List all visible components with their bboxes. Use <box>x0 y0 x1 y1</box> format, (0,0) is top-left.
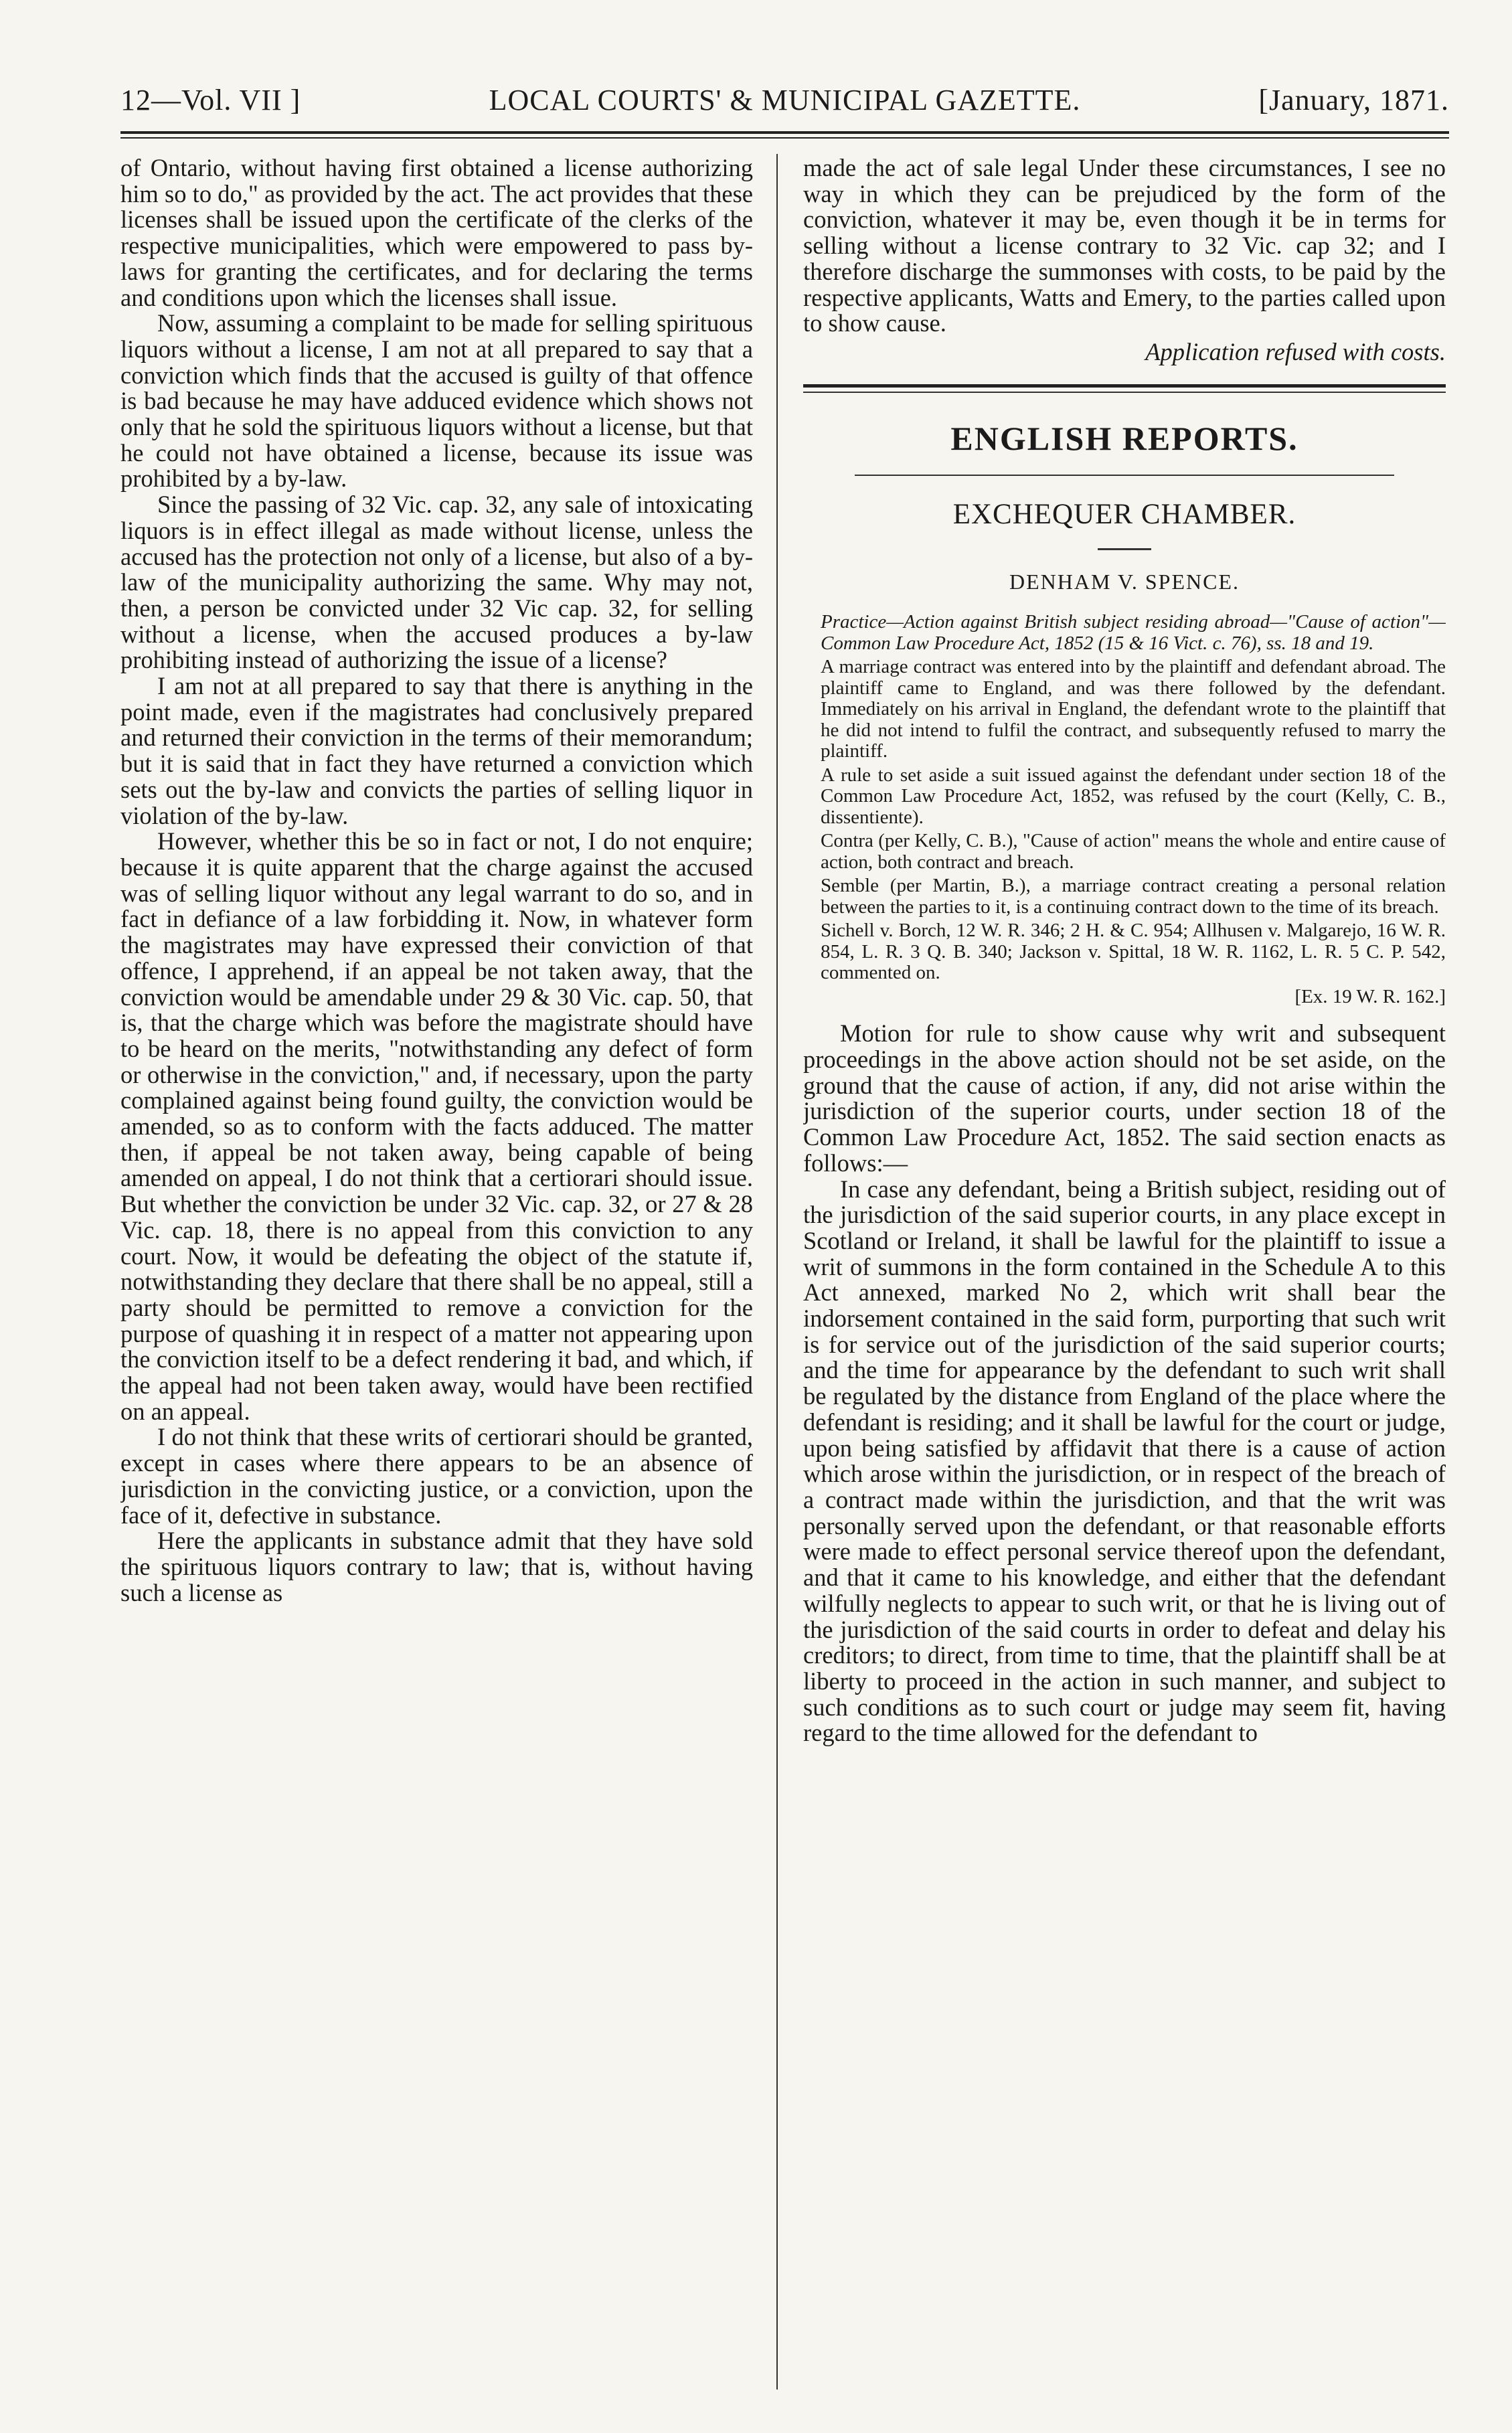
left-paragraph: However, whether this be so in fact or not, I do not enquire; because it is quite apparent that the charge against the accused was of selling liquor without any legal warrant to do so, and in fact in defiance of a law forbidding it. Now, in whatever form the magistrates may have expressed their conviction of that offence, I apprehend, if an appeal be not taken away, that the conviction would be amendable under 29 & 30 Vic. cap. 50, that is, that the charge which was before the magistrate should have to be heard on the merits, "notwithstanding any defect of form or otherwise in the conviction," and, if necessary, upon the party complained against being found guilty, the conviction would be amended, so as to conform with the facts adduced. The matter then, if appeal be not taken away, being capable of being amended on appeal, I do not think that a certiorari should issue. But whether the conviction be under 32 Vic. cap. 32, or 27 & 28 Vic. cap. 18, there is no appeal from this conviction to any court. Now, it would be defeating the object of the statute if, notwithstanding they declare that there shall be no appeal, still a party should be permitted to remove a conviction for the purpose of quashing it in respect of a matter not appearing upon the conviction itself to be a defect rendering it bad, and which, if the appeal had not been taken away, would have been rectified on an appeal. <box>120 827 753 1425</box>
header-rule-top <box>120 131 1449 134</box>
section-rule-thin <box>803 392 1446 393</box>
headnote <box>803 612 1446 1007</box>
right-column <box>803 155 1446 2387</box>
headnote-keywords: Practice—Action against British subject residing abroad—"Cause of action"—Common Law Procedure Act, 1852 (15 & 16 Vict. c. 76), ss. 18 and 19. <box>821 611 1446 654</box>
section-rule-thick <box>803 384 1446 388</box>
header-volume: 12—Vol. VII ] <box>120 84 301 116</box>
section-heading-rule <box>855 475 1394 476</box>
section-heading: ENGLISH REPORTS. <box>950 419 1298 457</box>
left-paragraph: I am not at all prepared to say that there is anything in the point made, even if the magistrates had conclusively prepared and returned their conviction in the terms of their memorandum; but it is said that in fact they have returned a conviction which sets out the by-law and convicts the parties of selling liquor in violation of the by-law. <box>120 672 753 829</box>
headnote-paragraph: A marriage contract was entered into by the plaintiff and defendant abroad. The plaintiff came to England, and was there followed by the defendant. Immediately on his arrival in England, the defendant wrote to the plaintiff that he did not intend to fulfil the contract, and subsequently refused to marry the plaintiff. <box>821 656 1446 762</box>
left-paragraph: Here the applicants in substance admit that they have sold the spirituous liquors contrary to law; that is, without having such a license as <box>120 1527 753 1606</box>
header-date: [January, 1871. <box>1258 84 1449 116</box>
left-paragraph: Now, assuming a complaint to be made for selling spirituous liquors without a license, I am not at all prepared to say that a conviction which finds that the accused is guilty of that offence is bad because he may have adduced evidence which shows not only that he sold the spirituous liquors without a license, but that he could not have obtained a license, because its issue was prohibited by a by-law. <box>120 309 753 493</box>
court-heading: EXCHEQUER CHAMBER. <box>952 498 1296 530</box>
left-paragraph: of Ontario, without having first obtained a license authorizing him so to do," as provided by the act. The act provides that these licenses shall be issued upon the certificate of the clerks of the respective municipalities, which were empowered to pass by-laws for granting the certificates, and for declaring the terms and conditions upon which the licenses shall issue. <box>120 155 753 311</box>
court-heading-rule <box>1098 548 1151 550</box>
headnote-paragraph: Contra (per Kelly, C. B.), "Cause of action" means the whole and entire cause of action, both contract and breach. <box>821 830 1446 873</box>
right-paragraph: Motion for rule to show cause why writ and subsequent proceedings in the above action should not be set aside, on the ground that the cause of action, if any, did not arise within the jurisdiction of the superior courts, under section 18 of the Common Law Procedure Act, 1852. The said section enacts as follows:— <box>803 1019 1446 1177</box>
left-paragraph: Since the passing of 32 Vic. cap. 32, any sale of intoxicating liquors is in effect illegal as made without license, unless the accused has the protection not only of a license, but also of a by-law of the municipality authorizing the same. Why may not, then, a person be convicted under 32 Vic cap. 32, for selling without a license, when the accused produces a by-law prohibiting instead of authorizing the issue of a license? <box>120 491 753 674</box>
judgment-conclusion: made the act of sale legal Under these circumstances, I see no way in which they can be prejudiced by the form of the conviction, whatever it may be, even though it be in terms for selling without a license contrary to 32 Vic. cap 32; and I therefore discharge the summonses with costs, to be paid by the respective applicants, Watts and Emery, to the parties called upon to show cause. <box>803 155 1446 337</box>
header-title: LOCAL COURTS' & MUNICIPAL GAZETTE. <box>489 84 1081 116</box>
column-divider <box>776 154 778 2389</box>
headnote-paragraph: A rule to set aside a suit issued against the defendant under section 18 of the Common Law Procedure Act, 1852, was refused by the court (Kelly, C. B., dissentiente). <box>821 764 1446 828</box>
left-column <box>120 155 753 2387</box>
right-paragraph: In case any defendant, being a British subject, residing out of the jurisdiction of the said superior courts, in any place except in Scotland or Ireland, it shall be lawful for the plaintiff to issue a writ of summons in the form contained in the Schedule A to this Act annexed, marked No 2, which writ shall bear the indorsement contained in the said form, purporting that such writ is for service out of the jurisdiction of the said superior courts; and the time for appearance by the defendant to such writ shall be regulated by the distance from England of the place where the defendant is residing; and it shall be lawful for the court or judge, upon being satisfied by affidavit that there is a cause of action which arose within the jurisdiction, or in respect of the breach of a contract made within the jurisdiction, and that the writ was personally served upon the defendant, or that reasonable efforts were made to effect personal service thereof upon the defendant, and that it came to his knowledge, and either that the defendant wilfully neglects to appear to such writ, or that he is living out of the jurisdiction of the said courts in order to defeat and delay his creditors; to direct, from time to time, that the plaintiff shall be at liberty to proceed in the action in such manner, and subject to such conditions as to such court or judge may seem fit, having regard to the time allowed for the defendant to <box>803 1175 1446 1747</box>
running-header <box>120 74 1449 120</box>
disposition-line: Application refused with costs. <box>1145 337 1446 365</box>
header-rule-bottom <box>120 137 1449 139</box>
report-citation: [Ex. 19 W. R. 162.] <box>1294 985 1446 1007</box>
headnote-paragraph: Semble (per Martin, B.), a marriage contract creating a personal relation between the parties to it, is a continuing contract down to the time of its breach. <box>821 875 1446 918</box>
case-title: DENHAM V. SPENCE. <box>1009 569 1240 594</box>
headnote-paragraph: Sichell v. Borch, 12 W. R. 346; 2 H. & C. 954; Allhusen v. Malgarejo, 16 W. R. 854, L. R. 3 Q. B. 340; Jackson v. Spittal, 18 W. R. 1162, L. R. 5 C. P. 542, commented on. <box>821 920 1446 984</box>
left-paragraph: I do not think that these writs of certiorari should be granted, except in cases where there appears to be an absence of jurisdiction in the convicting justice, or a conviction, upon the face of it, defective in substance. <box>120 1423 753 1529</box>
